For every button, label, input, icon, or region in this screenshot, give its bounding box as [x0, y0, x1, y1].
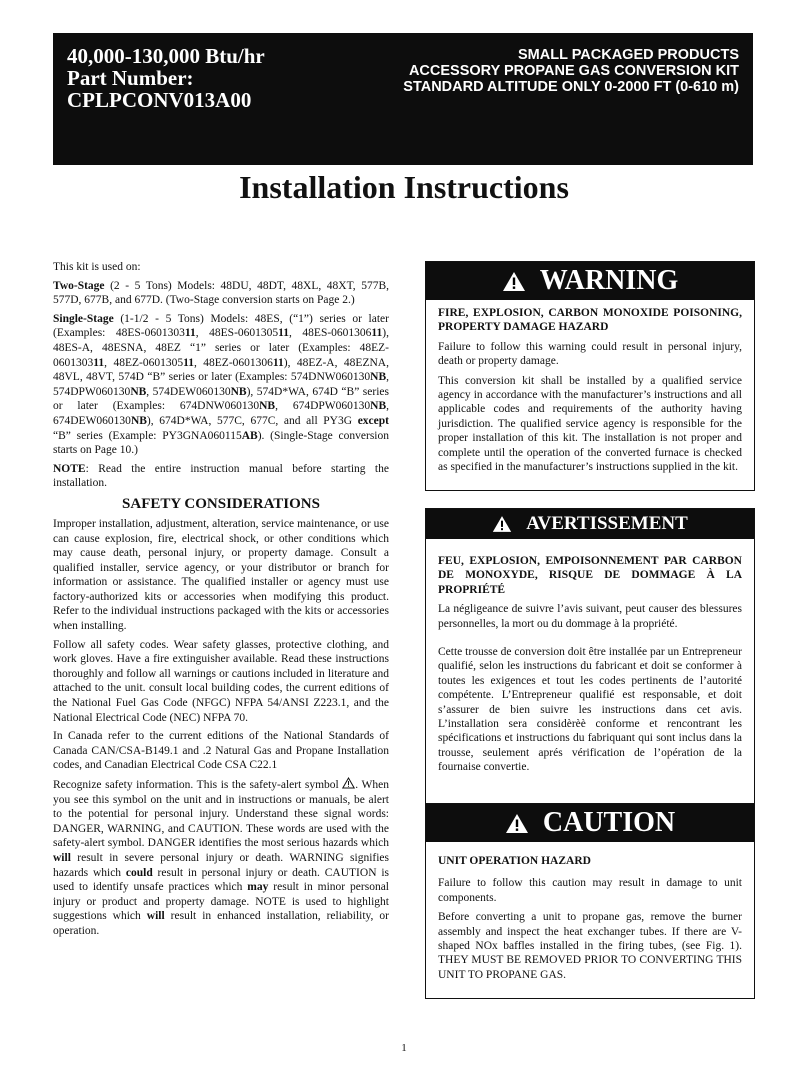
bold-run: 11 — [184, 327, 196, 340]
caution-triangle-icon — [505, 813, 529, 834]
bold-run: 11 — [371, 327, 383, 340]
text-run: , 48ES-0601306 — [289, 327, 372, 340]
two-stage-text: (2 - 5 Tons) Models: 48DU, 48DT, 48XL, 48XT, 577B, 577D, 677B, and 677D. (Two-Stage conversion starts on Page 2.) — [53, 279, 389, 307]
bold-run: will — [53, 851, 71, 864]
text-run: result in severe personal injury or death. WARNING signifies hazards which — [53, 851, 389, 879]
bold-run: will — [146, 910, 165, 923]
bold-run: may — [247, 881, 269, 894]
text-run: . When you see this symbol on the unit and in instructions or manuals, be alert to the potential for personal injury. Understand these signal words: DANGER, WARNING, and CAUTION. These words are used with the safety-alert symbol. DANGER identifies the most serious hazards which — [53, 779, 389, 850]
header-left — [67, 45, 265, 111]
text-run: ), 48EZ-A, 48EZNA, 48VL, 48VT, 574D “B” series or later (Examples: 574DNW060130 — [53, 356, 389, 384]
text-run: result in enhanced installation, reliability, or operation. — [53, 910, 389, 937]
caution-box — [425, 803, 755, 999]
header-right — [403, 47, 739, 95]
text-run: , 674DEW060130 — [53, 400, 389, 427]
avertissement-header — [426, 509, 754, 539]
note-paragraph — [53, 462, 389, 491]
warning-hazard: FIRE, EXPLOSION, CARBON MONOXIDE POISONING, PROPERTY DAMAGE HAZARD — [438, 307, 742, 334]
avertissement-box — [425, 508, 755, 807]
text-run: ), 574D*WA, 674D “B” series or later (Examples: 674DNW060130 — [53, 385, 389, 413]
altitude-range: STANDARD ALTITUDE ONLY 0-2000 FT (0-610 m) — [403, 79, 739, 95]
bold-run: 11 — [272, 356, 284, 369]
bold-run: NB — [370, 371, 387, 384]
avertissement-paragraph-2: Cette trousse de conversion doit être installée par un Entrepreneur qualifié, selon les instructions du fabricant et doit se conformer à toutes les exigences et tout les codes pertinents de l’autorité compétente. L’Entrepreneur qualifié est responsable, et doit s’assurer de bien suivre les instructions dans cet avis. L’installation sera considèrèè conforme et rencontrant les spécifications et instructions du fabriquant qui sont inclus dans la trousse, seulement aprés vérification de l’opération de la fournaise convertie. — [438, 646, 742, 774]
part-number-label: Part Number: — [67, 66, 194, 90]
safety-paragraph-3: In Canada refer to the current editions of the National Standards of Canada CAN/CSA-B149.1 and .2 Natural Gas and Propane Installation codes, and Canadian Electrical Code CSA C22.1 — [53, 730, 389, 772]
warning-paragraph-2: This conversion kit shall be installed by a qualified service agency in accordance with the manufacturer’s instructions and all applicable codes and requirements of the authority having jurisdiction. The qualified service agency is responsible for the proper installation of this kit. The installation is not proper and complete until the operation of the converted furnace is checked as specified in the manufacturer’s instructions supplied in the kit. — [438, 374, 742, 474]
caution-header — [426, 804, 754, 842]
bold-run: NB — [230, 385, 247, 398]
page-number: 1 — [401, 1042, 407, 1054]
avertissement-heading: AVERTISSEMENT — [526, 513, 688, 534]
caution-paragraph-2: Before converting a unit to propane gas, remove the burner assembly and inspect the heat exchanger tubes. If there are V-shaped NOx baffles installed in the firing tubes, (see Fig. 1). THEY MUST BE REMOVED PRIOR TO CONVERTING THIS UNIT TO PROPANE GAS. — [438, 911, 742, 981]
safety-heading: SAFETY CONSIDERATIONS — [122, 495, 320, 512]
bold-run: AB — [241, 429, 258, 442]
avertissement-paragraph-1: La négligeance de suivre l’avis suivant, peut causer des blessures personnelles, la mort ou du dommage à la propriété. — [438, 603, 742, 630]
warning-body — [426, 300, 754, 490]
kit-name: ACCESSORY PROPANE GAS CONVERSION KIT — [408, 63, 739, 79]
caution-paragraph-1: Failure to follow this caution may result in damage to unit components. — [438, 877, 742, 904]
avertissement-body — [426, 539, 754, 806]
warning-header — [426, 262, 754, 300]
text-run: result in personal injury or death. CAUTION is used to identify unsafe practices which — [53, 866, 389, 894]
warning-box — [425, 261, 755, 491]
caution-heading: CAUTION — [542, 807, 676, 838]
warning-triangle-icon — [502, 271, 526, 292]
capacity-range: 40,000-130,000 Btu/hr — [67, 44, 265, 68]
note-text: : Read the entire instruction manual before starting the installation. — [53, 462, 389, 490]
header-bar — [53, 33, 753, 165]
bold-run: NB — [370, 400, 387, 413]
safety-alert-icon — [342, 777, 355, 789]
text-run: (1-1/2 - 5 Tons) Models: 48ES, (“1”) series or later (Examples: 48ES-0601303 — [53, 312, 389, 340]
caution-hazard: UNIT OPERATION HAZARD — [438, 855, 591, 867]
bold-run: 11 — [183, 356, 194, 369]
note-label: NOTE — [53, 462, 86, 475]
caution-body — [426, 842, 754, 998]
text-run: result in minor personal injury or product and property damage. NOTE is used to highlight suggestions which — [53, 881, 389, 923]
part-number: CPLPCONV013A00 — [67, 88, 252, 112]
text-run: ), 674D*WA, 577C, 677C, and all PY3G — [146, 414, 358, 427]
warning-heading: WARNING — [539, 265, 679, 296]
text-run: “B” series (Example: PY3GNA060115 — [53, 429, 242, 442]
two-stage-label: Two-Stage — [53, 279, 105, 292]
single-stage-paragraph — [53, 312, 389, 458]
product-category: SMALL PACKAGED PRODUCTS — [518, 47, 739, 63]
bold-run: 11 — [93, 356, 105, 369]
bold-run: except — [357, 414, 389, 427]
warning-triangle-icon — [492, 515, 512, 533]
text-run: , 574DPW060130 — [53, 371, 389, 398]
warning-paragraph-1: Failure to follow this warning could result in personal injury, death or property damage. — [438, 340, 742, 368]
safety-paragraph-2: Follow all safety codes. Wear safety glasses, protective clothing, and work gloves. Have a fire extinguisher available. Read these instructions thoroughly and follow all warnings or cautions included in literature and attached to the unit. consult local building codes, the current editions of the National Fuel Gas Code (NFGC) NFPA 54/ANSI Z223.1, and the National Electrical Code (NEC) NFPA 70. — [53, 638, 389, 724]
text-run: ). (Single-Stage conversion starts on Page 10.) — [53, 429, 390, 457]
text-run: , 674DPW060130 — [275, 400, 371, 413]
bold-run: NB — [130, 414, 147, 427]
single-stage-label: Single-Stage — [53, 312, 114, 325]
intro-text: This kit is used on: — [53, 261, 141, 273]
avertissement-hazard: FEU, EXPLOSION, EMPOISONNEMENT PAR CARBON DE MONOXYDE, RISQUE DE DOMMAGE À LA PROPRIÉTÉ — [438, 555, 742, 596]
safety-paragraph-1: Improper installation, adjustment, alteration, service maintenance, or use can cause explosion, fire, electrical shock, or other conditions which may cause death, personal injury, or property damage. Consult a qualified installer, service agency, or your distributor or branch for information or assistance. The qualified installer or agency must use factory-authorized kits or accessories when modifying this product. Refer to the individual instructions packaged with the kits or accessories when installing. — [53, 517, 389, 633]
bold-run: could — [125, 866, 153, 879]
bold-run: 11 — [278, 327, 290, 340]
text-run: Recognize safety information. This is the safety-alert symbol — [53, 779, 343, 791]
bold-run: NB — [130, 385, 147, 398]
text-run: , 574DEW060130 — [146, 385, 231, 398]
text-run: , 48EZ-0601305 — [104, 356, 184, 369]
text-run: , 48EZ-0601306 — [193, 356, 273, 369]
left-column — [53, 260, 389, 943]
page-title: Installation Instructions — [239, 169, 569, 205]
two-stage-paragraph — [53, 279, 389, 308]
text-run: , 48ES-0601305 — [195, 327, 279, 340]
text-run: ), 48ES-A, 48ESNA, 48EZ “1” series or later (Examples: 48EZ-0601303 — [53, 327, 390, 369]
bold-run: NB — [259, 400, 276, 413]
safety-paragraph-4 — [53, 777, 389, 939]
